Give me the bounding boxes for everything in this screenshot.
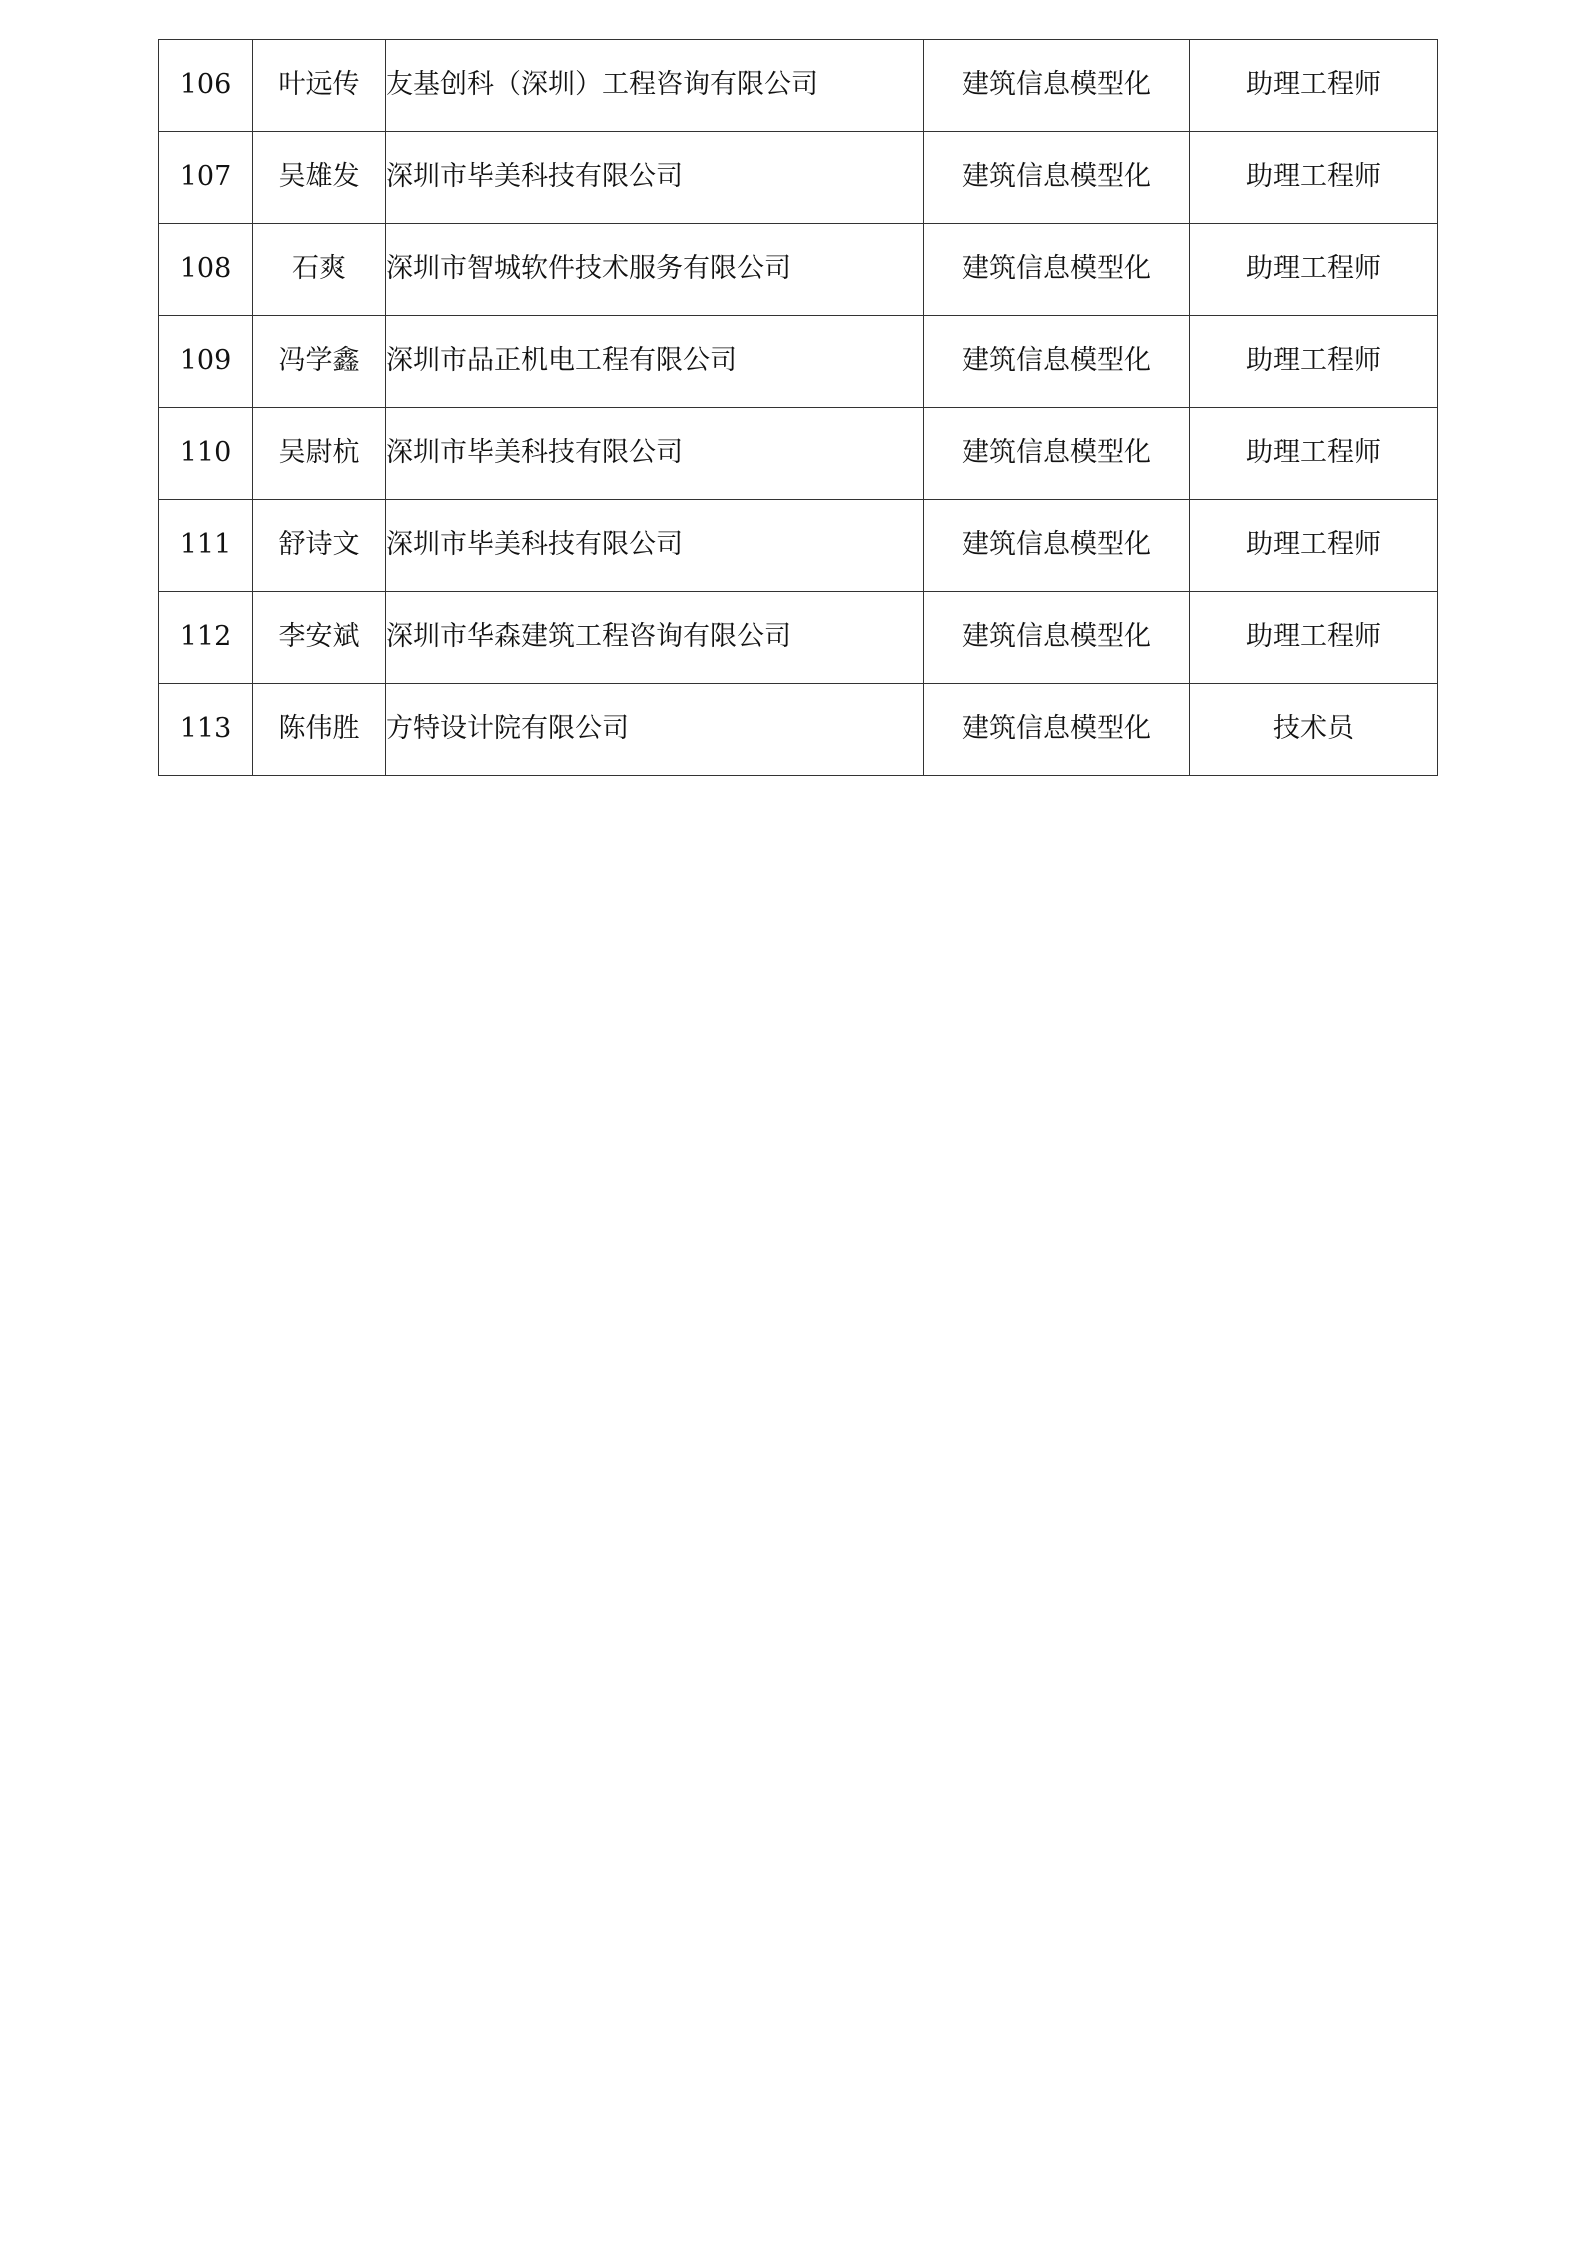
table-row xyxy=(159,592,1438,684)
row-number: 112 xyxy=(159,592,253,684)
person-name: 冯学鑫 xyxy=(253,316,386,408)
row-number: 109 xyxy=(159,316,253,408)
table-row xyxy=(159,408,1438,500)
person-name: 吴尉杭 xyxy=(253,408,386,500)
row-number: 106 xyxy=(159,40,253,132)
table-row xyxy=(159,132,1438,224)
organization: 友基创科（深圳）工程咨询有限公司 xyxy=(386,40,924,132)
qualification-title: 助理工程师 xyxy=(1190,408,1438,500)
table-row xyxy=(159,500,1438,592)
organization: 深圳市品正机电工程有限公司 xyxy=(386,316,924,408)
organization: 深圳市毕美科技有限公司 xyxy=(386,408,924,500)
specialty: 建筑信息模型化 xyxy=(924,132,1190,224)
row-number: 113 xyxy=(159,684,253,776)
table-row xyxy=(159,224,1438,316)
specialty: 建筑信息模型化 xyxy=(924,224,1190,316)
person-name: 舒诗文 xyxy=(253,500,386,592)
specialty: 建筑信息模型化 xyxy=(924,40,1190,132)
qualification-title: 助理工程师 xyxy=(1190,592,1438,684)
organization: 深圳市毕美科技有限公司 xyxy=(386,500,924,592)
specialty: 建筑信息模型化 xyxy=(924,592,1190,684)
table-row xyxy=(159,684,1438,776)
person-name: 石爽 xyxy=(253,224,386,316)
specialty: 建筑信息模型化 xyxy=(924,316,1190,408)
person-name: 吴雄发 xyxy=(253,132,386,224)
row-number: 108 xyxy=(159,224,253,316)
qualification-title: 助理工程师 xyxy=(1190,40,1438,132)
person-name: 叶远传 xyxy=(253,40,386,132)
row-number: 107 xyxy=(159,132,253,224)
roster-table xyxy=(158,39,1438,776)
table-row xyxy=(159,40,1438,132)
organization: 深圳市毕美科技有限公司 xyxy=(386,132,924,224)
qualification-title: 助理工程师 xyxy=(1190,500,1438,592)
qualification-title: 助理工程师 xyxy=(1190,316,1438,408)
organization: 深圳市智城软件技术服务有限公司 xyxy=(386,224,924,316)
person-name: 陈伟胜 xyxy=(253,684,386,776)
person-name: 李安斌 xyxy=(253,592,386,684)
row-number: 111 xyxy=(159,500,253,592)
specialty: 建筑信息模型化 xyxy=(924,408,1190,500)
row-number: 110 xyxy=(159,408,253,500)
specialty: 建筑信息模型化 xyxy=(924,684,1190,776)
organization: 方特设计院有限公司 xyxy=(386,684,924,776)
specialty: 建筑信息模型化 xyxy=(924,500,1190,592)
qualification-title: 技术员 xyxy=(1190,684,1438,776)
table-row xyxy=(159,316,1438,408)
qualification-title: 助理工程师 xyxy=(1190,132,1438,224)
qualification-title: 助理工程师 xyxy=(1190,224,1438,316)
organization: 深圳市华森建筑工程咨询有限公司 xyxy=(386,592,924,684)
